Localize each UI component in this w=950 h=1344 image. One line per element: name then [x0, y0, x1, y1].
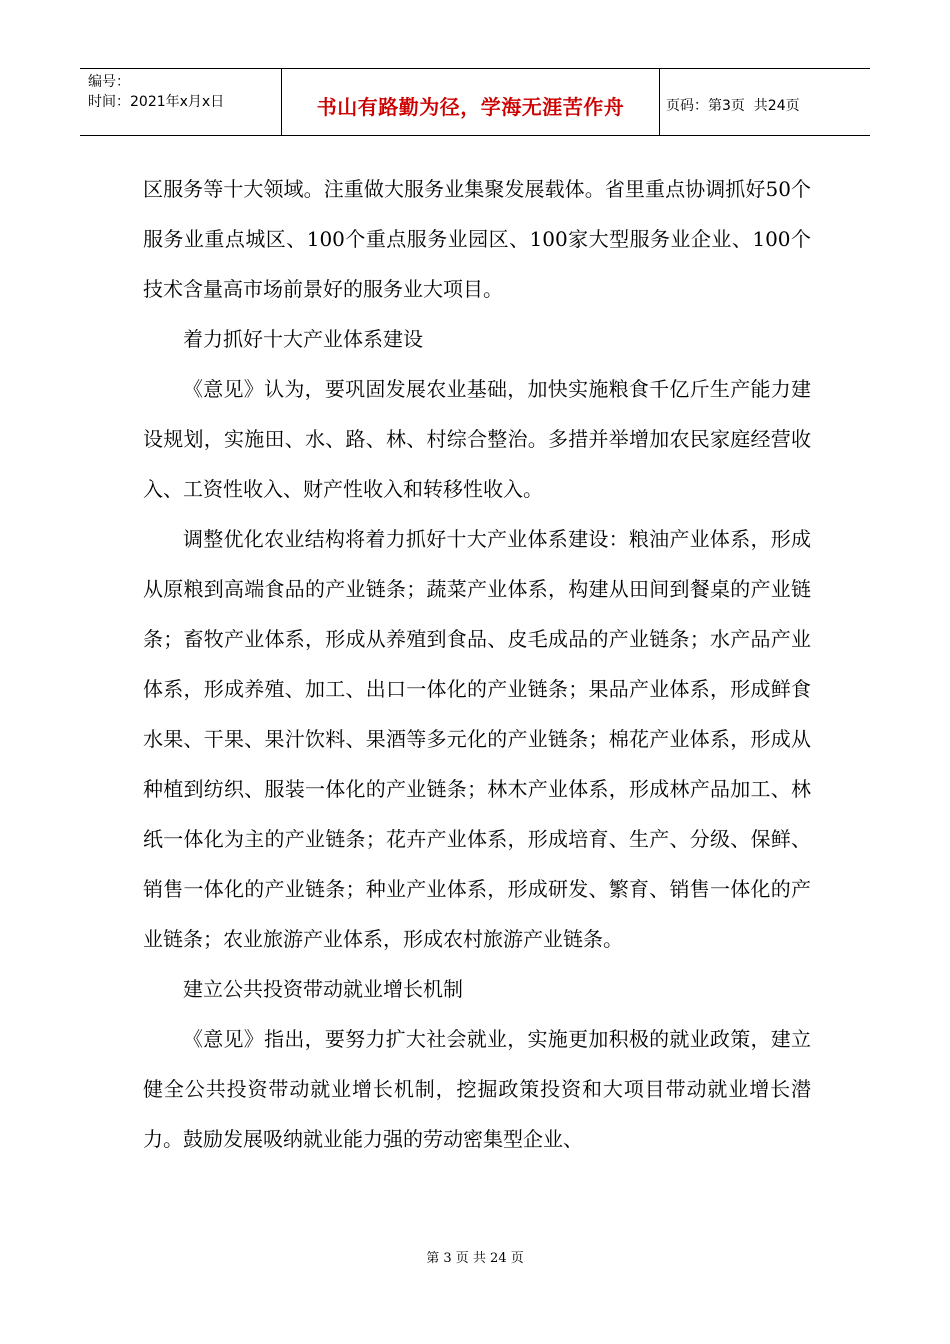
document-number-label: 编号： — [88, 74, 130, 90]
page-footer: 第 3 页 共 24 页 — [426, 1251, 524, 1266]
header-motto-cell — [282, 69, 660, 135]
header-motto: 书山有路勤为径，学海无涯苦作舟 — [316, 94, 625, 119]
page-header — [80, 68, 870, 136]
header-meta — [80, 69, 282, 135]
section-heading: 着力抓好十大产业体系建设 — [183, 327, 423, 351]
document-body — [143, 164, 811, 1164]
paragraph: 调整优化农业结构将着力抓好十大产业体系建设：粮油产业体系，形成从原粮到高端食品的产业链条；蔬菜产业体系，构建从田间到餐桌的产业链条；畜牧产业体系，形成从养殖到食品、皮毛成品的产业链条；水产品产业体系，形成养殖、加工、出口一体化的产业链条；果品产业体系，形成鲜食水果、干果、果汁饮料、果酒等多元化的产业链条；棉花产业体系，形成从种植到纺织、服装一体化的产业链条；林木产业体系，形成林产品加工、林纸一体化为主的产业链条；花卉产业体系，形成培育、生产、分级、保鲜、销售一体化的产业链条；种业产业体系，形成研发、繁育、销售一体化的产业链条；农业旅游产业体系，形成农村旅游产业链条。 — [143, 527, 811, 951]
section-heading: 建立公共投资带动就业增长机制 — [183, 977, 463, 1001]
paragraph: 《意见》指出，要努力扩大社会就业，实施更加积极的就业政策，建立健全公共投资带动就业增长机制，挖掘政策投资和大项目带动就业增长潜力。鼓励发展吸纳就业能力强的劳动密集型企业、 — [143, 1027, 811, 1151]
header-page-info: 页码：第3页 共24页 — [666, 98, 800, 114]
document-time-label: 时间：2021年x月x日 — [88, 94, 225, 110]
paragraph-continued: 区服务等十大领域。注重做大服务业集聚发展载体。省里重点协调抓好50个服务业重点城区、100个重点服务业园区、100家大型服务业企业、100个技术含量高市场前景好的服务业大项目。 — [143, 177, 811, 301]
paragraph: 《意见》认为，要巩固发展农业基础，加快实施粮食千亿斤生产能力建设规划，实施田、水、路、林、村综合整治。多措并举增加农民家庭经营收入、工资性收入、财产性收入和转移性收入。 — [143, 377, 811, 501]
